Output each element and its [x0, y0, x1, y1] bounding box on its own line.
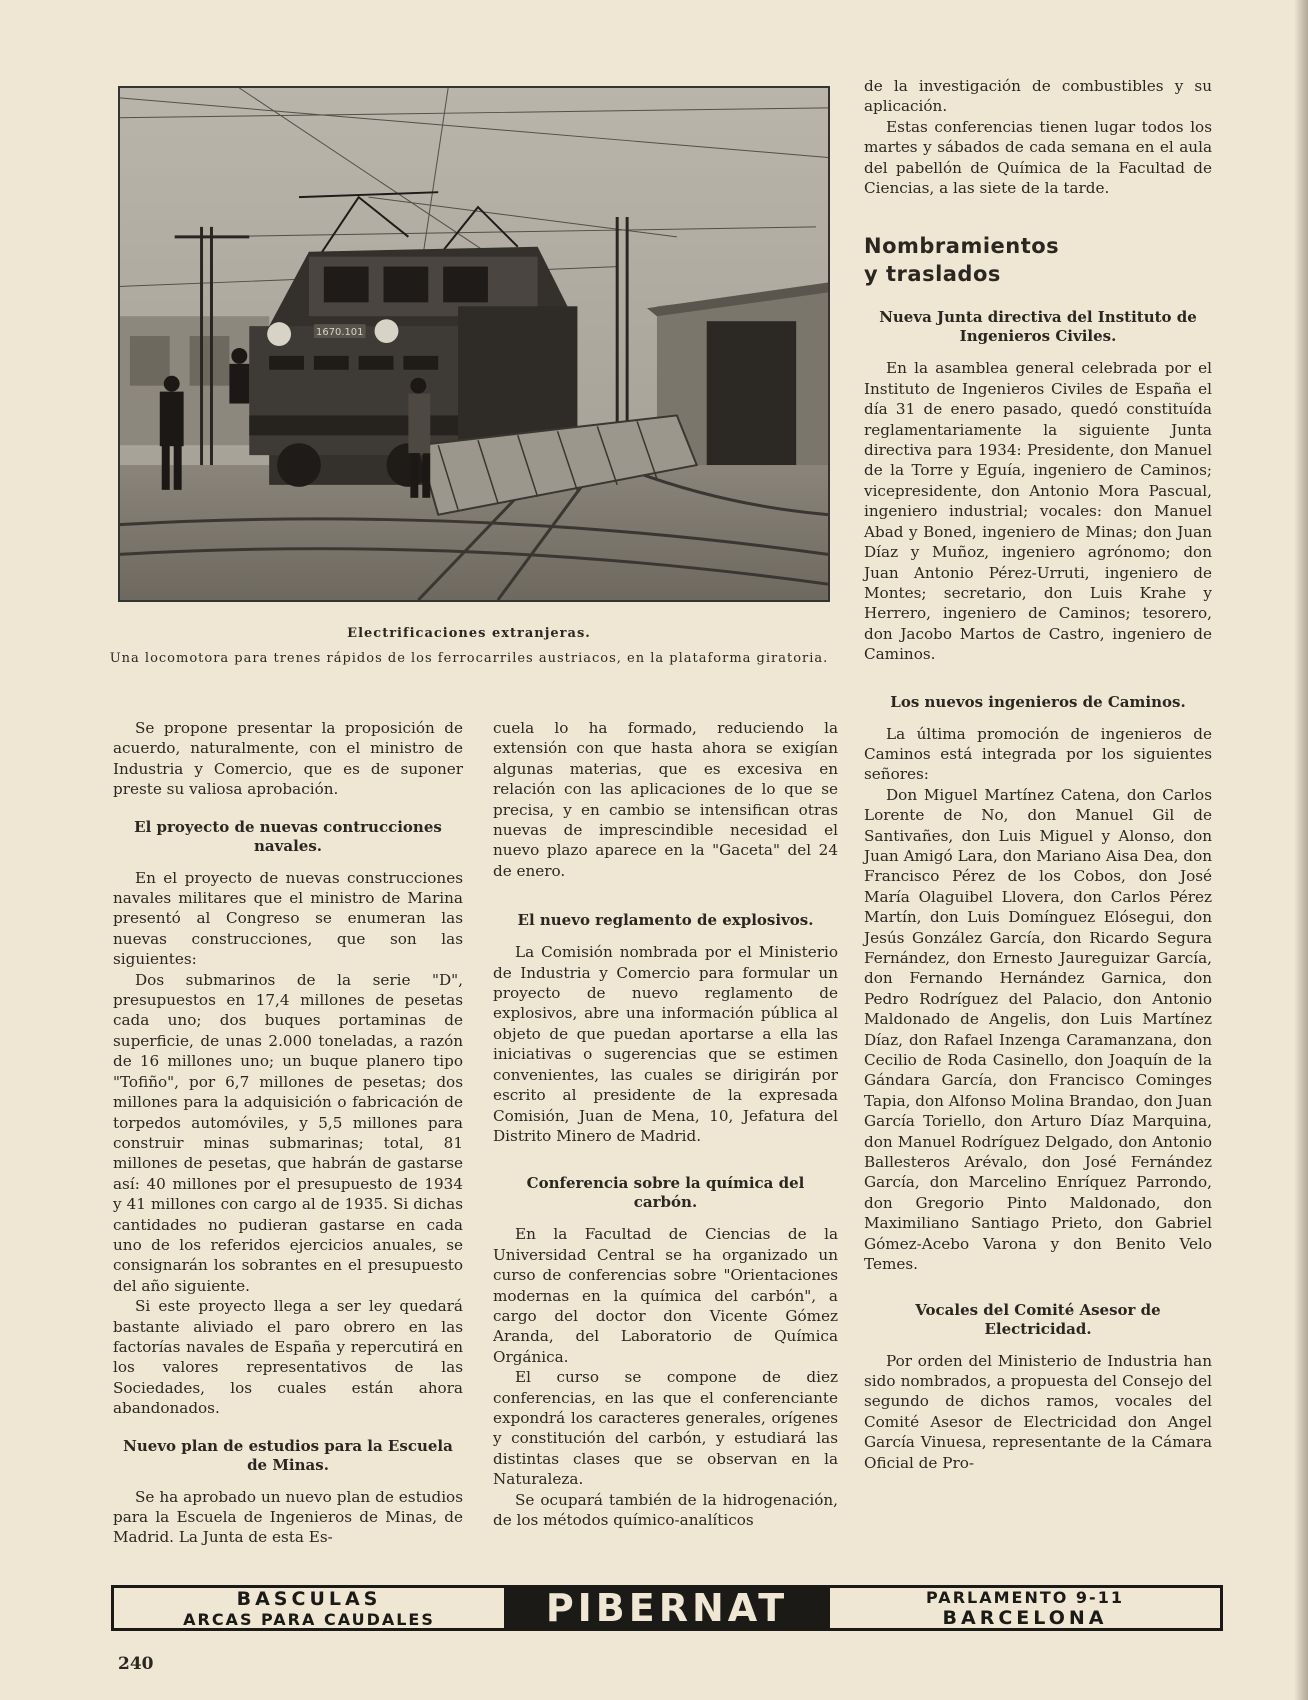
ad-city: BARCELONA — [942, 1606, 1108, 1629]
ad-basculas: BASCULAS — [236, 1587, 382, 1610]
paragraph: Si este proyecto llega a ser ley quedará bastante aliviado el paro obrero en las factorías navales de España y repercutirá en los valores representativos de las Sociedades, los cuales están ahora abandonados. — [113, 1297, 463, 1418]
paragraph: Se ha aprobado un nuevo plan de estudios para la Escuela de Ingenieros de Minas, de Madrid. La Junta de esta Es- — [113, 1487, 463, 1547]
paragraph: En la Facultad de Ciencias de la Universidad Central se ha organizado un curso de conferencias sobre "Orientaciones modernas en la química del carbón", a cargo del doctor don Vicente Gómez Aranda, del Laboratorio de Química Orgánica. — [493, 1225, 838, 1366]
section-heading: Vocales del Comité Asesor de Electricidad. — [915, 1300, 1161, 1338]
page-number: 240 — [118, 1654, 154, 1674]
caption-text: Una locomotora para trenes rápidos de los ferrocarriles austriacos, en la plataforma giratoria. — [109, 651, 829, 666]
section-heading: Conferencia sobre la química del carbón. — [526, 1174, 805, 1212]
paragraph: cuela lo ha formado, reduciendo la extensión con que hasta ahora se exigían algunas materias, que es excesiva en relación con las aplicaciones de lo que se precisa, y en cambio se intensifican otras nuevas de imprescindible necesidad el nuevo plazo aparece en la "Gaceta" del 24 de enero. — [493, 719, 838, 880]
ad-left-panel — [114, 1588, 504, 1628]
ad-brand: PIBERNAT — [504, 1588, 830, 1628]
paragraph: Se propone presentar la proposición de acuerdo, naturalmente, con el ministro de Industria y Comercio, que es de suponer preste su valiosa aprobación. — [113, 719, 463, 799]
caption-title: Electrificaciones extranjeras. — [347, 626, 591, 641]
locomotive-illustration — [120, 88, 828, 600]
paragraph: de la investigación de combustibles y su aplicación. — [864, 77, 1212, 116]
paragraph: El curso se compone de diez conferencias, en las que el conferenciante expondrá los caracteres generales, orígenes y constitución del carbón, y estudiará las distintas clases que se observan en la Naturaleza. — [493, 1368, 838, 1489]
ad-right-panel — [830, 1588, 1220, 1628]
paragraph: Dos submarinos de la serie "D", presupuestos en 17,4 millones de pesetas cada uno; dos buques portaminas de superficie, de unas 2.000 toneladas, a razón de 16 millones uno; un buque planero tipo "Tofiño", por 6,7 millones de pesetas; dos millones para la adquisición o fabricación de torpedos automóviles, y 5,5 millones para construir minas submarinas; total, 81 millones de pesetas, que habrán de gastarse así: 40 millones por el presupuesto de 1934 y 41 millones con cargo al de 1935. Si dichas cantidades no pudieran gastarse en cada uno de los referidos ejercicios anuales, se consignarán los sobrantes en el presupuesto del año siguiente. — [113, 970, 463, 1295]
paragraph: La última promoción de ingenieros de Caminos está integrada por los siguientes señores: — [864, 724, 1212, 784]
locomotive-number-plate: 1670.101 — [316, 327, 364, 339]
paragraph: En el proyecto de nuevas construcciones navales militares que el ministro de Marina presentó al Congreso se enumeran las nuevas construcciones, que son las siguientes: — [113, 868, 463, 969]
advertisement-banner — [111, 1585, 1223, 1631]
section-heading: Nueva Junta directiva del Instituto de Ingenieros Civiles. — [879, 308, 1197, 346]
paragraph: En la asamblea general celebrada por el Instituto de Ingenieros Civiles de España el día 31 de enero pasado, quedó constituída reglamentariamente la siguiente Junta directiva para 1934: Presidente, don Manuel de la Torre y Eguía, ingeniero de Caminos; vicepresidente, don Antonio Mora Pascual, ingeniero industrial; vocales: don Manuel Abad y Boned, ingeniero de Minas; don Juan Díaz y Muñoz, ingeniero agrónomo; don Juan Antonio Pérez-Urruti, ingeniero de Montes; secretario, don Luis Krahe y Herrero, ingeniero de Caminos; tesorero, don Jacobo Martos de Castro, ingeniero de Caminos. — [864, 359, 1212, 664]
column-middle — [493, 718, 838, 1530]
section-title: Nombramientos y traslados — [864, 234, 1060, 287]
section-heading: El nuevo reglamento de explosivos. — [517, 911, 814, 930]
page-edge-shadow — [1294, 0, 1308, 1700]
paragraph: Estas conferencias tienen lugar todos los martes y sábados de cada semana en el aula del pabellón de Química de la Facultad de Ciencias, a las siete de la tarde. — [864, 117, 1212, 198]
locomotive-photo — [118, 86, 830, 602]
paragraph: La Comisión nombrada por el Ministerio de Industria y Comercio para formular un proyecto de nuevo reglamento de explosivos, abre una información pública al objeto de que puedan aportarse a ella las iniciativas o sugerencias que se estimen convenientes, las cuales se dirigirán por escrito al presidente de la expresada Comisión, Juan de Mena, 10, Jefatura del Distrito Minero de Madrid. — [493, 943, 838, 1145]
column-left — [113, 718, 463, 1548]
section-heading: Los nuevos ingenieros de Caminos. — [890, 692, 1186, 711]
section-heading: El proyecto de nuevas contrucciones navales. — [134, 817, 442, 855]
column-right — [864, 76, 1212, 1473]
photo-caption — [100, 625, 838, 667]
section-heading: Nuevo plan de estudios para la Escuela de Minas. — [123, 1436, 453, 1474]
ad-address: PARLAMENTO 9-11 — [926, 1587, 1124, 1607]
paragraph: Por orden del Ministerio de Industria han sido nombrados, a propuesta del Consejo del segundo de dichos ramos, vocales del Comité Asesor de Electricidad don Angel García Vinuesa, representante de la Cámara Oficial de Pro- — [864, 1351, 1212, 1472]
paragraph: Se ocupará también de la hidrogenación, de los métodos químico-analíticos — [493, 1490, 838, 1529]
ad-arcas: ARCAS PARA CAUDALES — [183, 1609, 435, 1629]
paragraph: Don Miguel Martínez Catena, don Carlos Lorente de No, don Manuel Gil de Santivañes, don Luis Miguel y Alonso, don Juan Amigó Lara, don Mariano Aisa Dea, don Francisco Pérez de los Cobos, don José María Olaguibel Llovera, don Carlos Pérez Martín, don Luis Domínguez Elósegui, don Jesús González García, don Ricardo Segura Fernández, don Ernesto Jaureguizar García, don Fernando Hernández Garnica, don Pedro Rodríguez del Palacio, don Antonio Maldonado de Angelis, don Luis Martínez Díaz, don Rafael Inzenga Caramanzana, don Cecilio de Roda Casinello, don Joaquín de la Gándara García, don Francisco Cominges Tapia, don Alfonso Molina Brandao, don Juan García Toriello, don Arturo Díaz Marquina, don Manuel Rodríguez Delgado, don Antonio Ballesteros Arévalo, don José Fernández García, don Marcelino Enríquez Parrondo, don Gregorio Pinto Maldonado, don Maximiliano Santiago Prieto, don Gabriel Gómez-Acebo Varona y don Benito Velo Temes. — [864, 785, 1212, 1274]
